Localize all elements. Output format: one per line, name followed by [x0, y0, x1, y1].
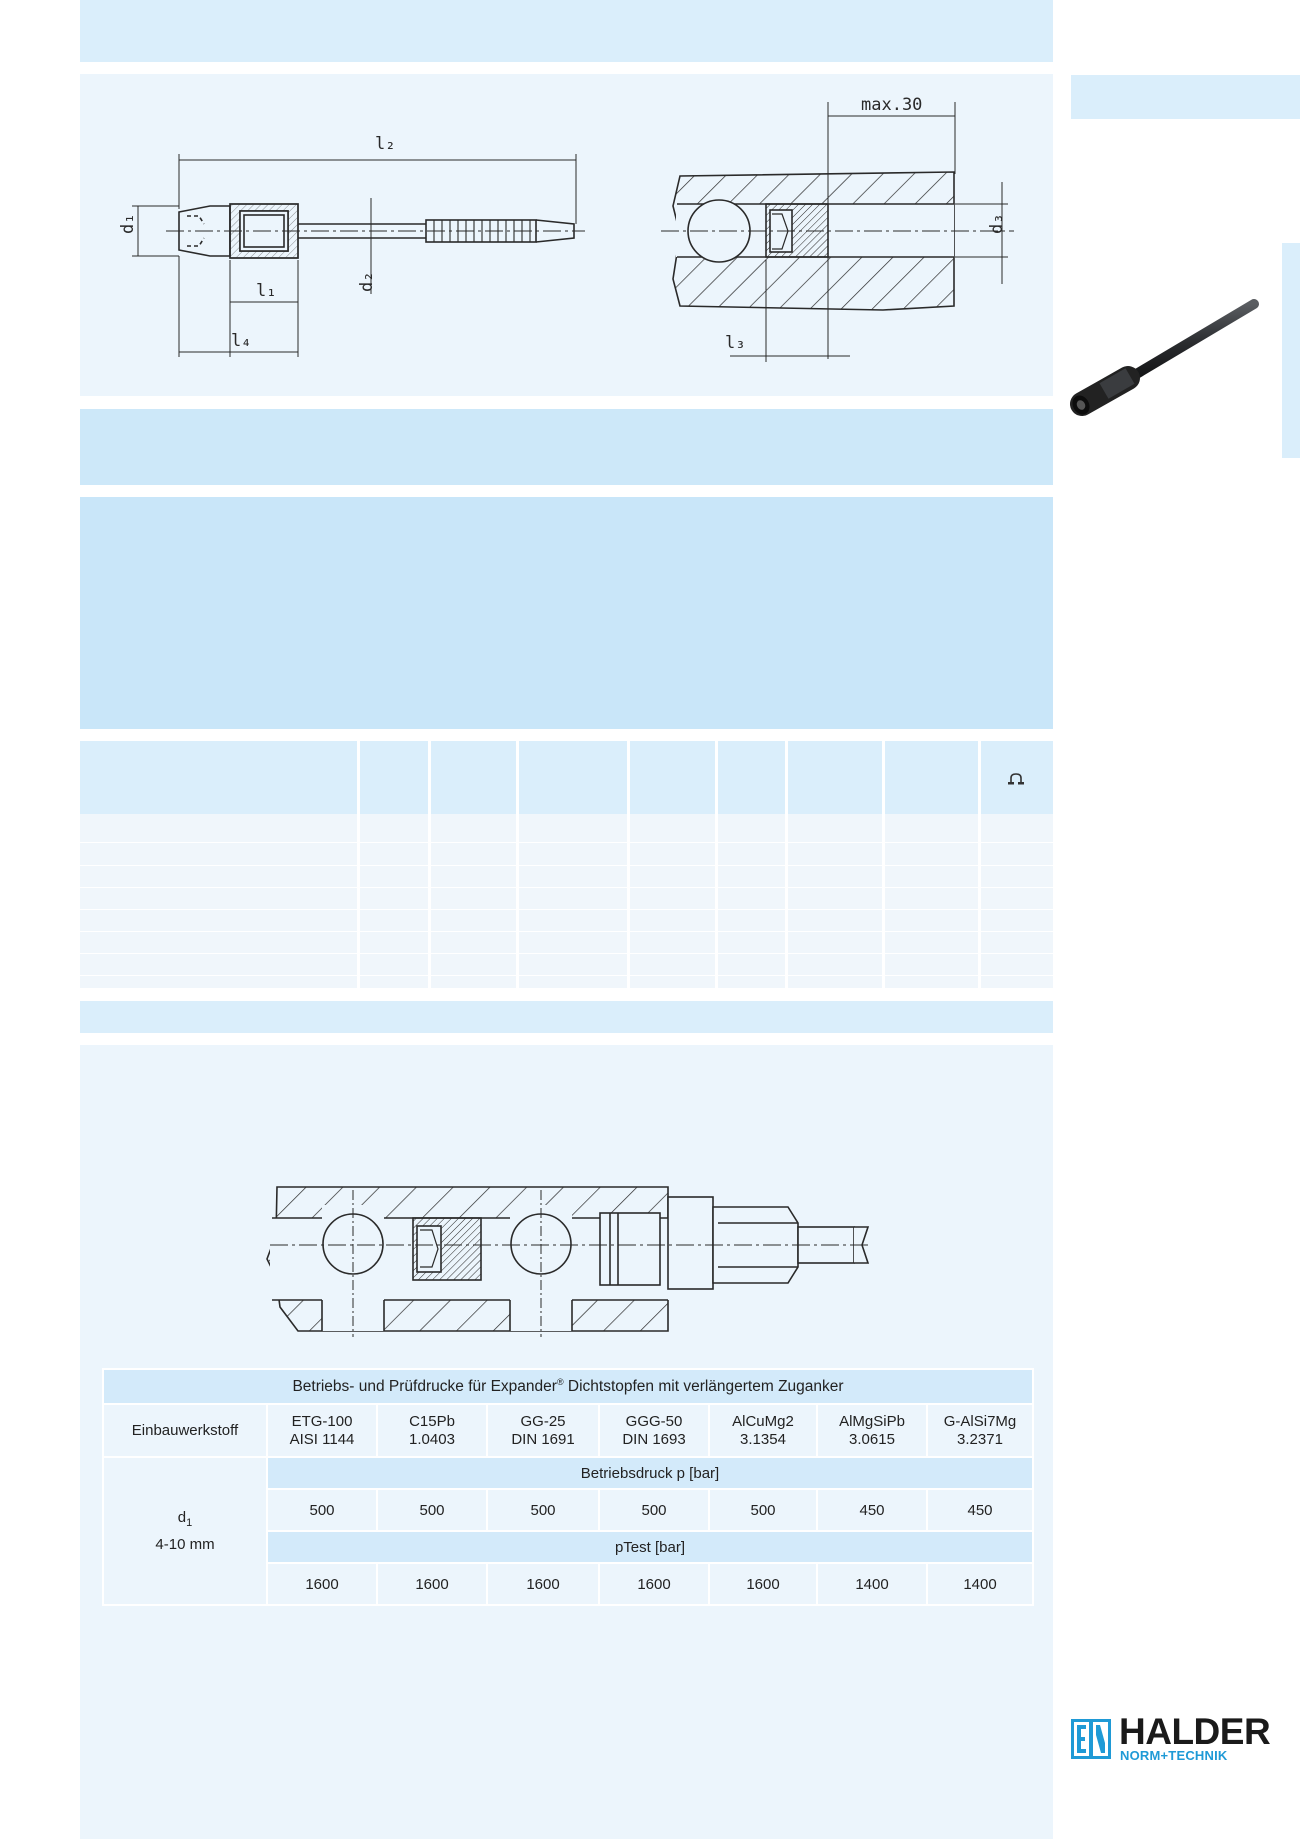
test-value: 1600 — [377, 1563, 487, 1605]
dim-l4: l₄ — [231, 331, 252, 351]
dim-d3: d₃ — [987, 213, 1007, 234]
operating-value: 450 — [927, 1489, 1033, 1531]
material-cell: AlCuMg2 3.1354 — [709, 1404, 817, 1457]
test-value: 1600 — [599, 1563, 709, 1605]
material-row-label: Einbauwerkstoff — [103, 1404, 267, 1457]
test-value: 1400 — [817, 1563, 927, 1605]
halder-logo-mark — [1071, 1719, 1111, 1759]
drawing-panel — [80, 74, 1053, 396]
test-value: 1600 — [709, 1563, 817, 1605]
test-value: 1600 — [487, 1563, 599, 1605]
pressure-table — [102, 1368, 1034, 1606]
product-photo — [1068, 292, 1268, 422]
test-value: 1600 — [267, 1563, 377, 1605]
dim-l2: l₂ — [375, 134, 396, 154]
logo-name: HALDER — [1119, 1711, 1271, 1752]
halder-logo — [1071, 1711, 1271, 1764]
dim-l3: l₃ — [725, 333, 746, 353]
operating-value: 500 — [377, 1489, 487, 1531]
technical-drawing — [80, 74, 1053, 396]
operating-value: 500 — [599, 1489, 709, 1531]
material-cell: C15Pb 1.0403 — [377, 1404, 487, 1457]
pressure-table-title: Betriebs- und Prüfdrucke für Expander® Dichtstopfen mit verlängertem Zuganker — [103, 1369, 1033, 1404]
operating-value: 500 — [709, 1489, 817, 1531]
operating-value: 500 — [487, 1489, 599, 1531]
lock-icon — [1008, 773, 1024, 785]
operating-pressure-label: Betriebsdruck p [bar] — [267, 1457, 1033, 1489]
dim-d1: d₁ — [118, 213, 138, 234]
separator-band — [80, 1001, 1053, 1033]
d1-range-cell: $d_1$ 4-10 mm — [103, 1457, 267, 1605]
operating-value: 450 — [817, 1489, 927, 1531]
material-cell: GGG-50 DIN 1693 — [599, 1404, 709, 1457]
header-band — [80, 0, 1053, 62]
material-cell: AlMgSiPb 3.0615 — [817, 1404, 927, 1457]
order-table-header — [80, 741, 1053, 814]
logo-tagline: NORM+TECHNIK — [1120, 1748, 1228, 1763]
plug-side-view — [132, 154, 585, 357]
side-index-bar — [1282, 243, 1300, 458]
description-panel — [80, 497, 1053, 729]
application-drawing — [80, 1045, 1053, 1365]
test-pressure-label: pTest [bar] — [267, 1531, 1033, 1563]
operating-value: 500 — [267, 1489, 377, 1531]
material-cell: GG-25 DIN 1691 — [487, 1404, 599, 1457]
dim-d2: d₂ — [357, 271, 377, 292]
dim-l1: l₁ — [256, 281, 277, 301]
side-tab — [1071, 75, 1300, 119]
dim-max30: max.30 — [861, 95, 923, 115]
material-cell: G-AlSi7Mg 3.2371 — [927, 1404, 1033, 1457]
test-value: 1400 — [927, 1563, 1033, 1605]
section-title-band — [80, 409, 1053, 485]
order-table — [80, 741, 1053, 988]
installed-section-view — [661, 102, 1014, 362]
material-cell: ETG-100 AISI 1144 — [267, 1404, 377, 1457]
